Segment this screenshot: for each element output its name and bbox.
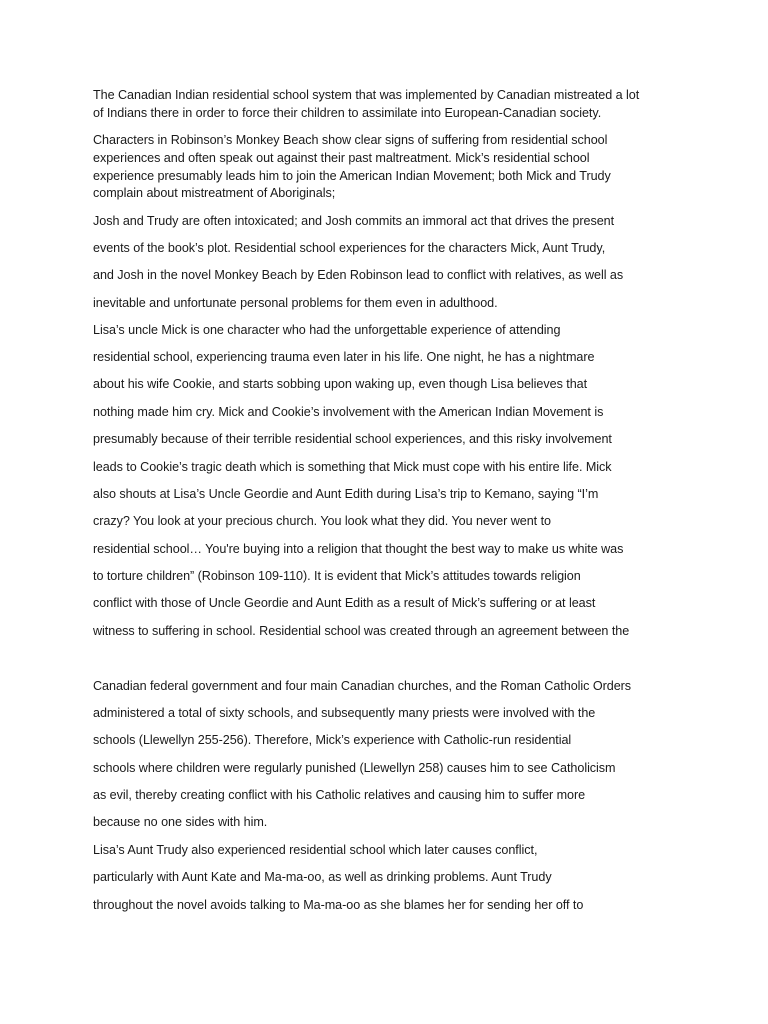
text-line: schools where children were regularly punished (Llewellyn 258) causes him to see Catholicism (93, 761, 616, 775)
text-line: administered a total of sixty schools, and subsequently many priests were involved with the (93, 706, 596, 720)
text-line: witness to suffering in school. Residential school was created through an agreement between the (93, 624, 630, 638)
text-line: complain about mistreatment of Aboriginals; (93, 186, 336, 200)
text-line: to torture children” (Robinson 109-110). It is evident that Mick’s attitudes towards religion (93, 569, 581, 583)
text-line: residential school, experiencing trauma even later in his life. One night, he has a nightmare (93, 350, 595, 364)
text-line: and Josh in the novel Monkey Beach by Eden Robinson lead to conflict with relatives, as well as (93, 268, 624, 282)
text-line: events of the book’s plot. Residential school experiences for the characters Mick, Aunt Trudy, (93, 241, 606, 255)
text-line: Josh and Trudy are often intoxicated; and Josh commits an immoral act that drives the present (93, 214, 615, 228)
text-line: as evil, thereby creating conflict with his Catholic relatives and causing him to suffer more (93, 788, 586, 802)
text-line: also shouts at Lisa’s Uncle Geordie and Aunt Edith during Lisa’s trip to Kemano, saying “I’m (93, 487, 599, 501)
text-line: experience presumably leads him to join the American Indian Movement; both Mick and Trudy (93, 169, 611, 183)
text-line: Characters in Robinson’s Monkey Beach show clear signs of suffering from residential school (93, 133, 608, 147)
text-line: throughout the novel avoids talking to Ma-ma-oo as she blames her for sending her off to (93, 898, 584, 912)
text-line: nothing made him cry. Mick and Cookie’s involvement with the American Indian Movement is (93, 405, 604, 419)
text-line: because no one sides with him. (93, 815, 268, 829)
text-line: of Indians there in order to force their children to assimilate into European-Canadian society. (93, 106, 602, 120)
text-line: schools (Llewellyn 255-256). Therefore, Mick’s experience with Catholic-run residential (93, 733, 572, 747)
text-line: Lisa’s Aunt Trudy also experienced residential school which later causes conflict, (93, 843, 538, 857)
text-line: crazy? You look at your precious church. You look what they did. You never went to (93, 514, 551, 528)
text-line: leads to Cookie’s tragic death which is something that Mick must cope with his entire life. Mick (93, 460, 612, 474)
text-line: presumably because of their terrible residential school experiences, and this risky involvement (93, 432, 612, 446)
text-line: conflict with those of Uncle Geordie and Aunt Edith as a result of Mick’s suffering or at least (93, 596, 596, 610)
text-line: about his wife Cookie, and starts sobbing upon waking up, even though Lisa believes that (93, 377, 588, 391)
text-line: Lisa’s uncle Mick is one character who had the unforgettable experience of attending (93, 323, 561, 337)
text-line: The Canadian Indian residential school system that was implemented by Canadian mistreated a lot (93, 88, 640, 102)
text-line: particularly with Aunt Kate and Ma-ma-oo, as well as drinking problems. Aunt Trudy (93, 870, 552, 884)
text-line: Canadian federal government and four main Canadian churches, and the Roman Catholic Orders (93, 679, 632, 693)
text-line: experiences and often speak out against their past maltreatment. Mick’s residential school (93, 151, 590, 165)
text-line: inevitable and unfortunate personal problems for them even in adulthood. (93, 296, 498, 310)
text-line: residential school… You're buying into a religion that thought the best way to make us white was (93, 542, 624, 556)
